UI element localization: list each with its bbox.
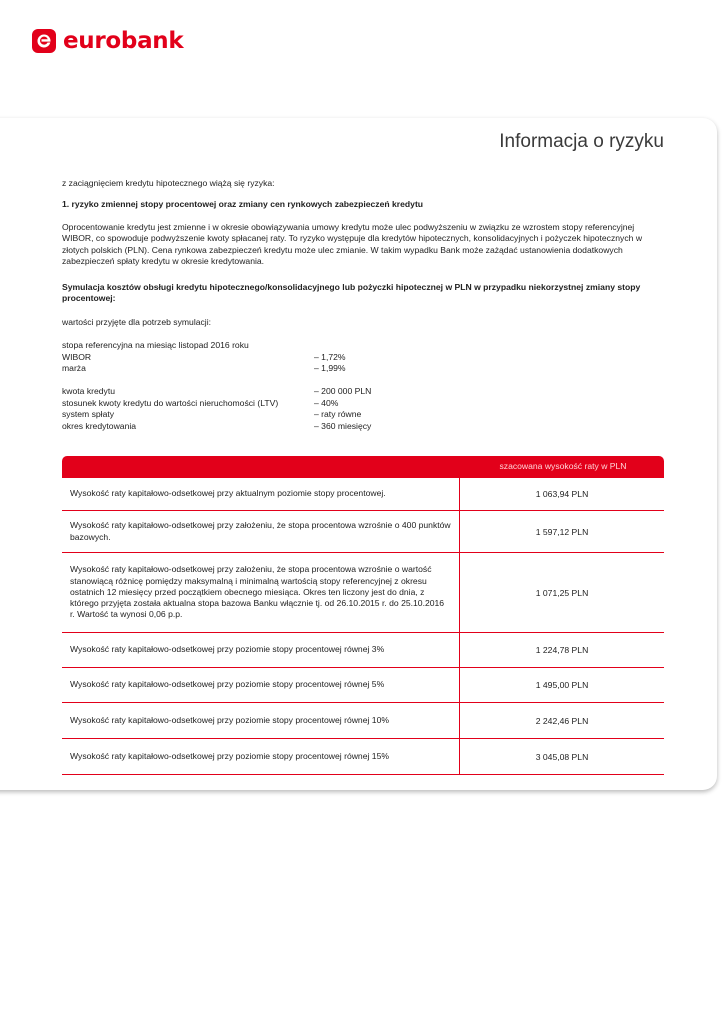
- row-label: Wysokość raty kapitałowo-odsetkowej przy poziomie stopy procentowej równej 10%: [62, 703, 460, 738]
- loan-params-block: [62, 386, 371, 432]
- table-row: [62, 668, 664, 703]
- reference-rate-block: [62, 340, 346, 375]
- page-title: Informacja o ryzyku: [499, 131, 664, 152]
- param-value: – raty równe: [314, 409, 362, 419]
- row-value: 1 071,25 PLN: [535, 587, 589, 598]
- row-value: 1 597,12 PLN: [535, 526, 589, 537]
- row-label: Wysokość raty kapitałowo-odsetkowej przy poziomie stopy procentowej równej 3%: [62, 633, 460, 667]
- row-value: 1 063,94 PLN: [535, 489, 589, 499]
- param-value: – 1,72%: [314, 351, 346, 362]
- table-row: [62, 703, 664, 739]
- row-value: 3 045,08 PLN: [535, 751, 589, 762]
- row-value: 1 495,00 PLN: [535, 680, 589, 690]
- param-row: [62, 386, 371, 398]
- row-label: Wysokość raty kapitałowo-odsetkowej przy poziomie stopy procentowej równej 5%: [62, 668, 460, 702]
- brand-logo: [32, 28, 183, 54]
- assumptions-label: wartości przyjęte dla potrzeb symulacji:: [62, 317, 212, 327]
- table-header-label: szacowana wysokość raty w PLN: [499, 461, 627, 471]
- simulation-heading: Symulacja kosztów obsługi kredytu hipotecznego/konsolidacyjnego lub pożyczki hipotecznej w PLN w przypadku niekorzystnej zmiany stopy procentowej:: [62, 282, 641, 304]
- param-label: kwota kredytu: [62, 386, 116, 396]
- param-label: system spłaty: [62, 409, 115, 419]
- risk-paragraph: Oprocentowanie kredytu jest zmienne i w okresie obowiązywania umowy kredytu może ulec podwyższeniu w związku ze wzrostem stopy referencyjnej WIBOR, co spowoduje podwyższenie kwoty spłacanej raty. To ryzyko występuje dla kredytów hipotecznych, konsolidacyjnych i pożyczek hipotecznych w złotych polskich (PLN). Cena rynkowa zabezpieczeń kredytu może ulec zmianie. W takim wypadku Bank może zażądać ustanowienia dodatkowych zabezpieczeń spłaty kredytu w okresie kredytowania.: [62, 222, 643, 266]
- table-row: [62, 511, 664, 553]
- param-label: WIBOR: [62, 351, 92, 362]
- row-value: 1 224,78 PLN: [535, 645, 589, 655]
- table-row: [62, 478, 664, 511]
- eurobank-logo-icon: [32, 29, 56, 53]
- row-label: Wysokość raty kapitałowo-odsetkowej przy założeniu, że stopa procentowa wzrośnie o wartość stanowiącą różnicę pomiędzy maksymalną i minimalną wartością stopy referencyjnej z okresu ostatnich 12 miesięcy przed początkiem obecnego miesiąca. Okres ten liczony jest do dnia, z którego przyjęta została aktualna stopa bazowa Banku włącznie tj. od 26.10.2015 r. do 25.10.2016 r. Wartość ta wynosi 0,06 p.p.: [62, 553, 460, 632]
- intro-text: z zaciągnięciem kredytu hipotecznego wiążą się ryzyka:: [62, 178, 275, 188]
- param-label: marża: [62, 363, 86, 373]
- param-row: [62, 421, 371, 433]
- param-value: – 200 000 PLN: [314, 386, 372, 396]
- table-row: [62, 553, 664, 633]
- param-value: – 40%: [314, 397, 339, 408]
- reference-rate-label: stopa referencyjna na miesiąc listopad 2016 roku: [62, 340, 249, 350]
- table-row: [62, 633, 664, 668]
- param-label: stosunek kwoty kredytu do wartości nieruchomości (LTV): [62, 397, 279, 408]
- table-header: [62, 456, 664, 478]
- row-label: Wysokość raty kapitałowo-odsetkowej przy poziomie stopy procentowej równej 15%: [62, 739, 460, 774]
- param-row: [62, 352, 346, 364]
- param-row: [62, 409, 371, 421]
- row-value: 2 242,46 PLN: [535, 715, 589, 726]
- param-label: okres kredytowania: [62, 420, 137, 431]
- row-label: Wysokość raty kapitałowo-odsetkowej przy aktualnym poziomie stopy procentowej.: [62, 478, 460, 510]
- row-label: Wysokość raty kapitałowo-odsetkowej przy założeniu, że stopa procentowa wzrośnie o 400 punktów bazowych.: [62, 511, 460, 552]
- param-value: – 1,99%: [314, 363, 346, 373]
- risk-heading: 1. ryzyko zmiennej stopy procentowej oraz zmiany cen rynkowych zabezpieczeń kredytu: [62, 199, 424, 209]
- param-row: [62, 363, 346, 375]
- table-row: [62, 739, 664, 775]
- simulation-table: [62, 456, 664, 775]
- brand-name: eurobank: [63, 28, 184, 54]
- param-value: – 360 miesięcy: [314, 420, 372, 431]
- param-row: [62, 398, 371, 410]
